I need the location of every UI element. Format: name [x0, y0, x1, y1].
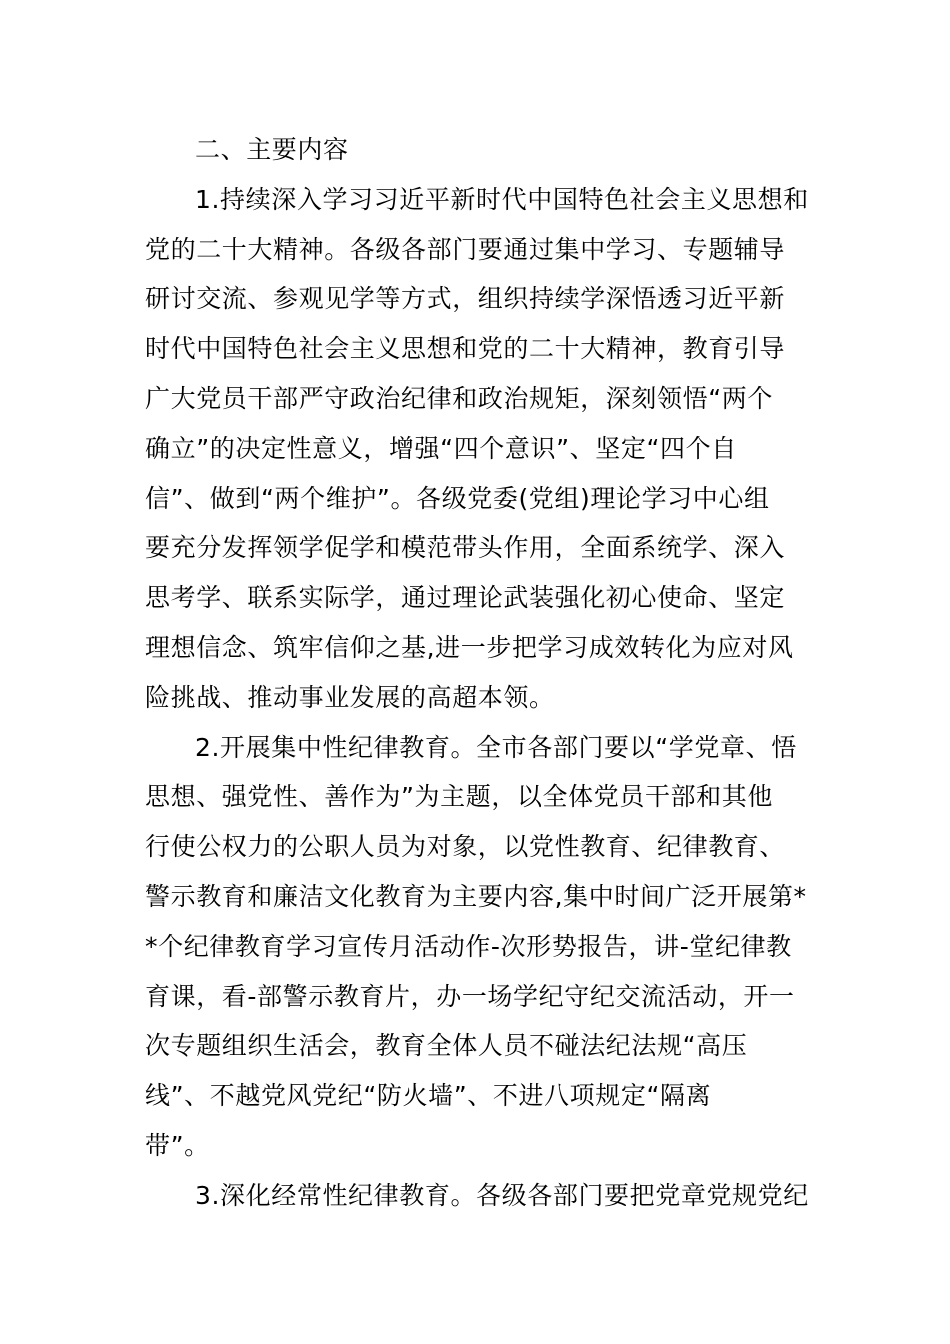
section-heading: 二、主要内容 — [195, 135, 349, 164]
paragraph-3-line-1: 3.深化经常性纪律教育。各级各部门要把党章党规党纪 — [195, 1180, 809, 1210]
paragraph-1-line-7: 信”、做到“两个维护”。各级党委(党组)理论学习中心组 — [145, 483, 770, 513]
paragraph-1-line-9: 思考学、联系实际学，通过理论武装强化初心使命、坚定 — [145, 583, 786, 613]
paragraph-2-line-7: 次专题组织生活会，教育全体人员不碰法纪法规“高压 — [145, 1031, 748, 1061]
paragraph-1-line-3: 研讨交流、参观见学等方式，组织持续学深悟透习近平新 — [145, 284, 786, 314]
paragraph-2-line-9: 带”。 — [145, 1130, 210, 1160]
paragraph-2-line-5: *个纪律教育学习宣传月活动作-次形势报告，讲-堂纪律教 — [145, 931, 792, 961]
paragraph-2-line-3: 行使公权力的公职人员为对象，以党性教育、纪律教育、 — [145, 832, 786, 862]
document-body — [145, 125, 810, 1221]
paragraph-1-line-6: 确立”的决定性意义，增强“四个意识”、坚定“四个自 — [145, 433, 737, 463]
paragraph-2-line-4: 警示教育和廉洁文化教育为主要内容,集中时间广泛开展第* — [145, 881, 807, 911]
paragraph-2-line-2: 思想、强党性、善作为”为主题，以全体党员干部和其他 — [145, 782, 773, 812]
paragraph-1-line-11: 险挑战、推动事业发展的高超本领。 — [145, 682, 555, 712]
paragraph-1-line-2: 党的二十大精神。各级各部门要通过集中学习、专题辅导 — [145, 234, 786, 264]
paragraph-1-line-5: 广大党员干部严守政治纪律和政治规矩，深刻领悟“两个 — [145, 383, 773, 413]
paragraph-2-line-1: 2.开展集中性纪律教育。全市各部门要以“学党章、悟 — [195, 732, 797, 762]
paragraph-1-line-10: 理想信念、筑牢信仰之基,进一步把学习成效转化为应对风 — [145, 632, 794, 662]
paragraph-1-line-4: 时代中国特色社会主义思想和党的二十大精神，教育引导 — [145, 334, 786, 364]
paragraph-1-line-1: 1.持续深入学习习近平新时代中国特色社会主义思想和 — [195, 184, 809, 214]
paragraph-2-line-8: 线”、不越党风党纪“防火墙”、不进八项规定“隔离 — [145, 1081, 712, 1111]
paragraph-1-line-8: 要充分发挥领学促学和模范带头作用，全面系统学、深入 — [145, 533, 786, 563]
paragraph-2-line-6: 育课，看-部警示教育片，办一场学纪守纪交流活动，开一 — [145, 981, 795, 1011]
